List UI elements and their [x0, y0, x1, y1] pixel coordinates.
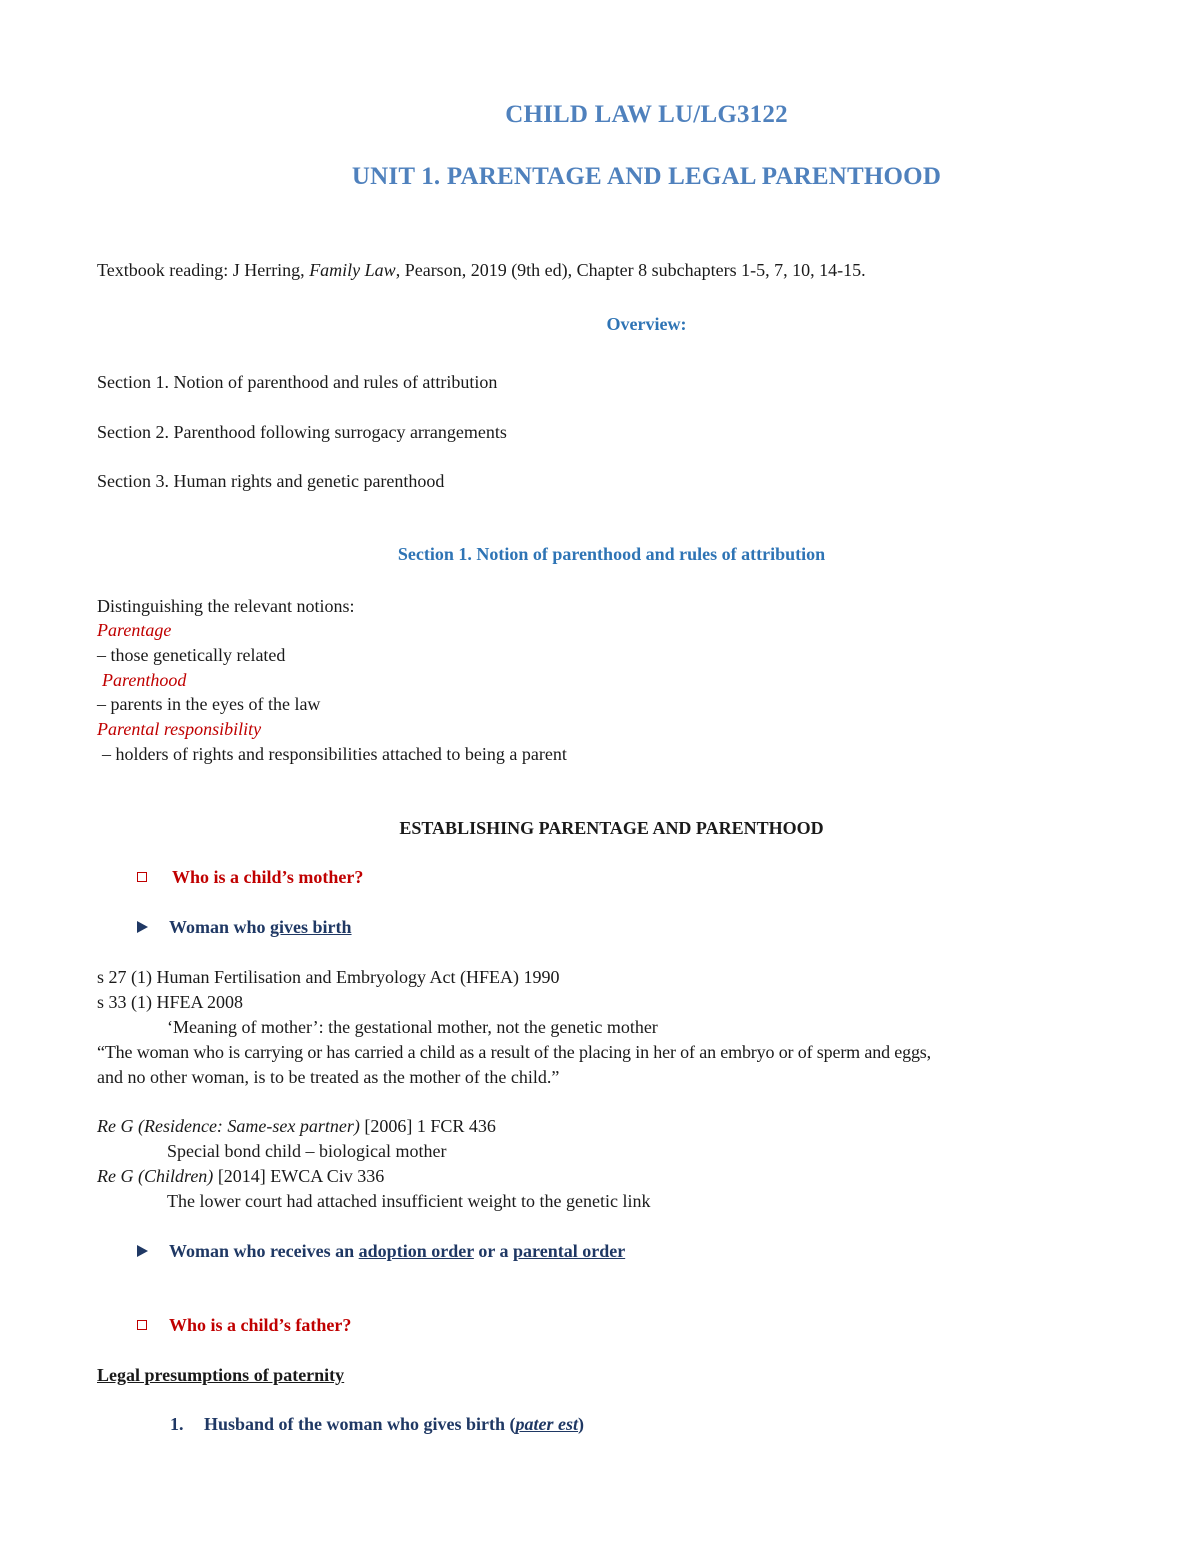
- notion-term: Parental responsibility: [97, 719, 262, 739]
- case-citation: [97, 1164, 384, 1188]
- case-name: Re G (Residence: Same-sex partner): [97, 1116, 360, 1136]
- statute-quote-line: “The woman who is carrying or has carried a child as a result of the placing in her of an embryo or of sperm and eggs,: [97, 1042, 932, 1062]
- reading-suffix: , Pearson, 2019 (9th ed), Chapter 8 subchapters 1-5, 7, 10, 14-15.: [395, 260, 866, 280]
- section1-heading: Section 1. Notion of parenthood and rules of attribution: [397, 544, 826, 564]
- overview-heading: Overview:: [606, 314, 687, 334]
- textbook-reading: [97, 258, 866, 282]
- adoption-prefix: Woman who receives an: [169, 1241, 359, 1261]
- establishing-heading: ESTABLISHING PARENTAGE AND PARENTHOOD: [399, 818, 824, 838]
- adoption-mid: or a: [473, 1241, 514, 1261]
- presumption-number: 1.: [170, 1414, 184, 1434]
- case-reference: [2014] EWCA Civ 336: [213, 1166, 385, 1186]
- checkbox-bullet-icon: [137, 872, 147, 882]
- birth-prefix: Woman who: [169, 917, 271, 937]
- gives-birth-term: gives birth: [270, 917, 352, 937]
- checkbox-bullet-icon: [137, 1320, 147, 1330]
- case-citation: [97, 1114, 496, 1138]
- overview-item: Section 2. Parenthood following surrogacy arrangements: [97, 422, 507, 442]
- pater-est-term: pater est: [515, 1414, 579, 1434]
- case-note: The lower court had attached insufficient weight to the genetic link: [167, 1191, 651, 1211]
- notion-term: Parentage: [97, 620, 172, 640]
- arrow-bullet-icon: [137, 1245, 148, 1257]
- notion-term: Parenthood: [102, 670, 187, 690]
- meaning-of-mother: ‘Meaning of mother’: the gestational mother, not the genetic mother: [167, 1017, 658, 1037]
- presumption-item: [204, 1412, 584, 1436]
- reading-prefix: Textbook reading: J Herring,: [97, 260, 310, 280]
- case-note: Special bond child – biological mother: [167, 1141, 447, 1161]
- case-reference: [2006] 1 FCR 436: [359, 1116, 496, 1136]
- reading-book: Family Law: [309, 260, 396, 280]
- course-title: CHILD LAW LU/LG3122: [505, 101, 788, 128]
- statute-hfea-2008: s 33 (1) HFEA 2008: [97, 992, 244, 1012]
- father-question: Who is a child’s father?: [169, 1315, 352, 1335]
- statute-hfea-1990: s 27 (1) Human Fertilisation and Embryology Act (HFEA) 1990: [97, 967, 560, 987]
- adoption-order-term: adoption order: [358, 1241, 474, 1261]
- notion-definition: – those genetically related: [97, 645, 286, 665]
- adoption-criterion: [169, 1239, 625, 1263]
- notion-definition: – holders of rights and responsibilities attached to being a parent: [102, 744, 567, 764]
- mother-question: Who is a child’s mother?: [172, 867, 364, 887]
- birth-criterion: [169, 915, 352, 939]
- overview-item: Section 1. Notion of parenthood and rules of attribution: [97, 372, 498, 392]
- notions-intro: Distinguishing the relevant notions:: [97, 596, 355, 616]
- statute-quote-line: and no other woman, is to be treated as the mother of the child.”: [97, 1067, 560, 1087]
- overview-item: Section 3. Human rights and genetic parenthood: [97, 471, 445, 491]
- unit-title: UNIT 1. PARENTAGE AND LEGAL PARENTHOOD: [351, 163, 942, 190]
- presumption-text: Husband of the woman who gives birth (: [204, 1414, 516, 1434]
- parental-order-term: parental order: [513, 1241, 626, 1261]
- presumptions-heading: Legal presumptions of paternity: [97, 1365, 345, 1385]
- presumption-close: ): [578, 1414, 585, 1434]
- notion-definition: – parents in the eyes of the law: [97, 694, 321, 714]
- case-name: Re G (Children): [97, 1166, 214, 1186]
- arrow-bullet-icon: [137, 921, 148, 933]
